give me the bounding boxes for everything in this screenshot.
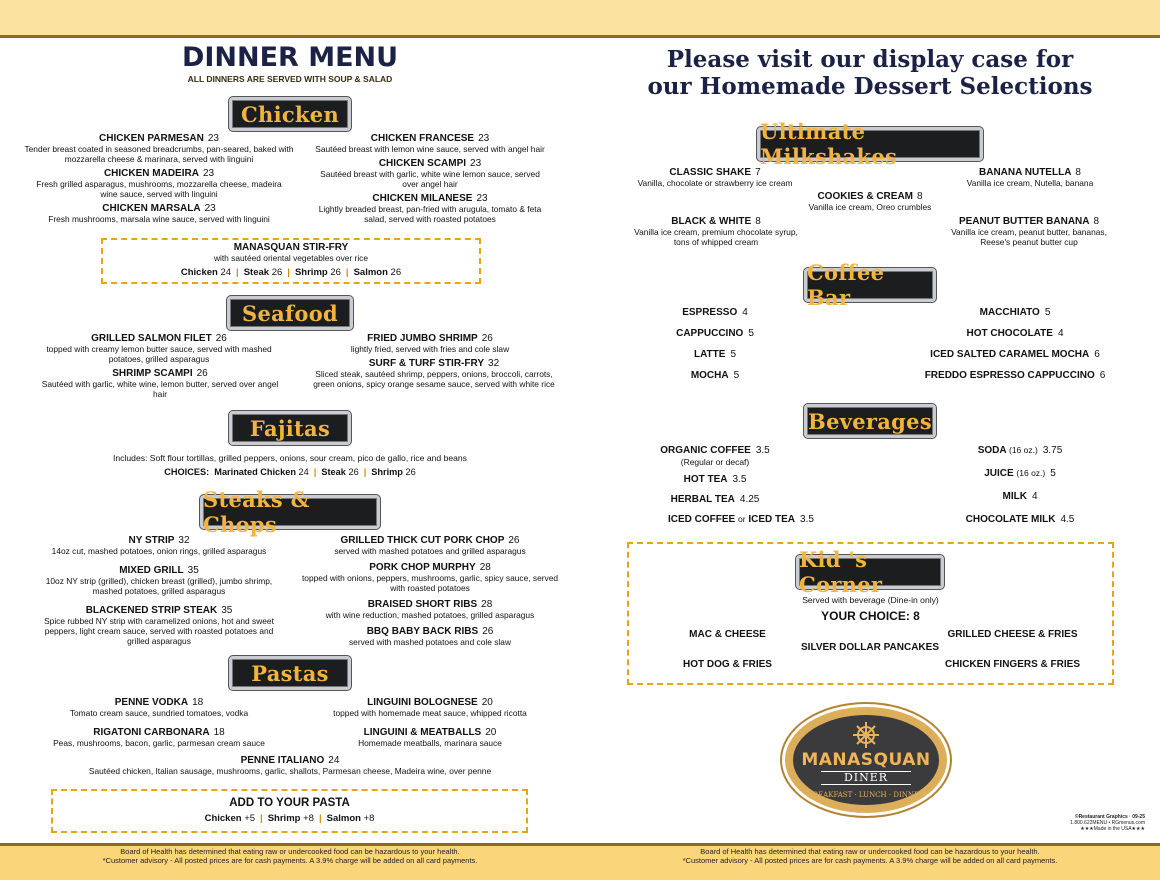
coffee-item: LATTE 5: [693, 349, 737, 360]
pastas-heading: Pastas: [229, 656, 351, 690]
menu-item: GRILLED SALMON FILET 26 topped with creamy lemon butter sauce, served with mashed potatoes, grilled asparagus: [46, 333, 272, 364]
menu-item: RIGATONI CARBONARA 18 Peas, mushrooms, bacon, garlic, parmesan cream sauce: [53, 727, 265, 748]
milkshakes-heading: Ultimate Milkshakes: [757, 127, 983, 161]
pasta-addon-box: [51, 789, 528, 833]
kids-item: HOT DOG & FRIES: [683, 659, 772, 670]
pasta-addon-title: ADD TO YOUR PASTA: [229, 797, 350, 809]
menu-item: CHICKEN MADEIRA 23 Fresh grilled asparagus, mushrooms, mozzarella cheese, madeira wine sauce, served with linguini: [36, 168, 282, 199]
fajitas-heading: Fajitas: [229, 411, 351, 445]
beverage-item: ORGANIC COFFEE 3.5: [660, 445, 770, 456]
footer-left: Board of Health has determined that eating raw or undercooked food can be hazardous to your health. *Customer advisory - All posted prices are for cash payments. A 3.9% charge will be added on all card payments.: [102, 847, 478, 865]
beverage-item: HOT TEA 3.5: [683, 474, 747, 485]
footer-right: Board of Health has determined that eating raw or undercooked food can be hazardous to your health. *Customer advisory - All posted prices are for cash payments. A 3.9% charge will be added on all card payments.: [682, 847, 1058, 865]
stirfry-options: Chicken 24 | Steak 26 | Shrimp 26 | Salmon 26: [180, 267, 402, 278]
beverage-item: ICED COFFEE or ICED TEA 3.5: [668, 514, 814, 525]
menu-item: MIXED GRILL 35 10oz NY strip (grilled), chicken breast (grilled), jumbo shrimp, mashed potatoes, grilled asparagus: [45, 565, 273, 596]
ship-wheel-icon: [851, 720, 881, 750]
logo-tag: BREAKFAST · LUNCH · DINNER: [807, 791, 925, 799]
menu-item: COOKIES & CREAM 8 Vanilla ice cream, Oreo crumbles: [808, 191, 932, 212]
kids-heading: Kid 's Corner: [796, 555, 944, 589]
menu-item: BLACK & WHITE 8 Vanilla ice cream, premium chocolate syrup, tons of whipped cream: [634, 216, 798, 247]
kids-item: SILVER DOLLAR PANCAKES: [801, 642, 939, 653]
top-band: [0, 0, 1160, 38]
beverage-item: SODA (16 oz.) 3.75: [977, 445, 1063, 456]
dessert-title-line2: our Homemade Dessert Selections: [647, 73, 1093, 100]
pasta-addon-options: Chicken +5 | Shrimp +8 | Salmon +8: [204, 813, 375, 824]
coffee-item: HOT CHOCOLATE 4: [966, 328, 1064, 339]
beverage-note: (Regular or decaf): [680, 457, 750, 467]
menu-item: CHICKEN SCAMPI 23 Sautéed breast with garlic, white wine lemon sauce, served over angel hair: [320, 158, 540, 189]
steaks-heading: Steaks & Chops: [200, 495, 380, 529]
menu-item: BRAISED SHORT RIBS 28 with wine reduction, mashed potatoes, grilled asparagus: [325, 599, 535, 620]
printer-credit: ©Restaurant Graphics · 09-25 1.800.622MENU • RGmenus.com ★★★Made in the USA★★★: [1070, 814, 1145, 832]
menu-item: SURF & TURF STIR-FRY 32 Sliced steak, sautéed shrimp, peppers, onions, broccoli, carrots, green onions, spicy orange sesame sauce, served with white rice: [313, 358, 555, 389]
fajitas-choices: CHOICES: Marinated Chicken 24 | Steak 26 | Shrimp 26: [164, 467, 416, 477]
fajitas-includes: Includes: Soft flour tortillas, grilled peppers, onions, sour cream, pico de gallo, rice and beans: [113, 453, 467, 463]
menu-item: CHICKEN FRANCESE 23 Sautéed breast with lemon wine sauce, served with angel hair: [315, 133, 545, 154]
kids-choice: YOUR CHOICE: 8: [821, 609, 920, 623]
logo-name: MANASQUAN: [801, 750, 931, 770]
coffee-item: CAPPUCCINO 5: [676, 328, 754, 339]
coffee-item: MACCHIATO 5: [979, 307, 1051, 318]
beverage-item: HERBAL TEA 4.25: [670, 494, 760, 505]
beverage-item: JUICE (16 oz.) 5: [984, 468, 1056, 479]
dessert-title-line1: Please visit our display case for: [666, 46, 1074, 73]
kids-item: CHICKEN FINGERS & FRIES: [944, 659, 1080, 670]
beverages-heading: Beverages: [804, 404, 936, 438]
menu-item: LINGUINI & MEATBALLS 20 Homemade meatballs, marinara sauce: [358, 727, 502, 748]
kids-item: MAC & CHEESE: [689, 629, 766, 640]
menu-item: BLACKENED STRIP STEAK 35 Spice rubbed NY strip with caramelized onions, hot and sweet peppers, light cream sauce, served with roasted potatoes and grilled asparagus: [44, 605, 274, 646]
kids-item: GRILLED CHEESE & FRIES: [947, 629, 1078, 640]
menu-item: FRIED JUMBO SHRIMP 26 lightly fried, served with fries and cole slaw: [350, 333, 510, 354]
menu-item: PENNE VODKA 18 Tomato cream sauce, sundried tomatoes, vodka: [69, 697, 249, 718]
menu-item: BANANA NUTELLA 8 Vanilla ice cream, Nutella, banana: [966, 167, 1094, 188]
menu-item: NY STRIP 32 14oz cut, mashed potatoes, onion rings, grilled asparagus: [51, 535, 267, 556]
coffee-item: ICED SALTED CARAMEL MOCHA 6: [930, 349, 1100, 360]
menu-item: GRILLED THICK CUT PORK CHOP 26 served with mashed potatoes and grilled asparagus: [334, 535, 526, 556]
menu-item: CHICKEN PARMESAN 23 Tender breast coated in seasoned breadcrumbs, pan-seared, baked with mozzarella cheese & marinara, served with linguini: [24, 133, 294, 164]
beverage-item: MILK 4: [1002, 491, 1038, 502]
menu-item: PEANUT BUTTER BANANA 8 Vanilla ice cream, peanut butter, bananas, Reese's peanut butter cup: [951, 216, 1107, 247]
menu-item: CHICKEN MARSALA 23 Fresh mushrooms, marsala wine sauce, served with linguini: [48, 203, 270, 224]
coffee-heading: Coffee Bar: [804, 268, 936, 302]
menu-item: PENNE ITALIANO 24 Sautéed chicken, Italian sausage, mushrooms, garlic, shallots, Parmesan cheese, Madeira wine, over penne: [88, 755, 492, 776]
kids-served: Served with beverage (Dine-in only): [802, 595, 939, 605]
seafood-heading: Seafood: [227, 296, 353, 330]
coffee-item: ESPRESSO 4: [682, 307, 748, 318]
logo-sub: DINER: [821, 771, 911, 785]
manasquan-diner-logo: [782, 704, 950, 816]
menu-item: BBQ BABY BACK RIBS 26 served with mashed potatoes and cole slaw: [348, 626, 511, 647]
beverage-item: CHOCOLATE MILK 4.5: [965, 514, 1075, 525]
coffee-item: FREDDO ESPRESSO CAPPUCCINO 6: [924, 370, 1106, 381]
menu-item: CLASSIC SHAKE 7 Vanilla, chocolate or strawberry ice cream: [637, 167, 793, 188]
chicken-heading: Chicken: [229, 97, 351, 131]
dinner-menu-title: DINNER MENU: [181, 42, 399, 73]
menu-item: CHICKEN MILANESE 23 Lightly breaded breast, pan-fried with arugula, tomato & feta salad, served with roasted potatoes: [318, 193, 542, 224]
stirfry-item: MANASQUAN STIR-FRY with sautéed oriental vegetables over rice: [213, 242, 369, 263]
menu-item: PORK CHOP MURPHY 28 topped with onions, peppers, mushrooms, garlic, spicy sauce, served with roasted potatoes: [301, 562, 559, 593]
menu-item: LINGUINI BOLOGNESE 20 topped with homemade meat sauce, whipped ricotta: [333, 697, 527, 718]
menu-item: SHRIMP SCAMPI 26 Sautéed with garlic, white wine, lemon butter, served over angel hair: [41, 368, 279, 399]
coffee-item: MOCHA 5: [690, 370, 740, 381]
dinner-subtitle: ALL DINNERS ARE SERVED WITH SOUP & SALAD: [187, 74, 393, 84]
